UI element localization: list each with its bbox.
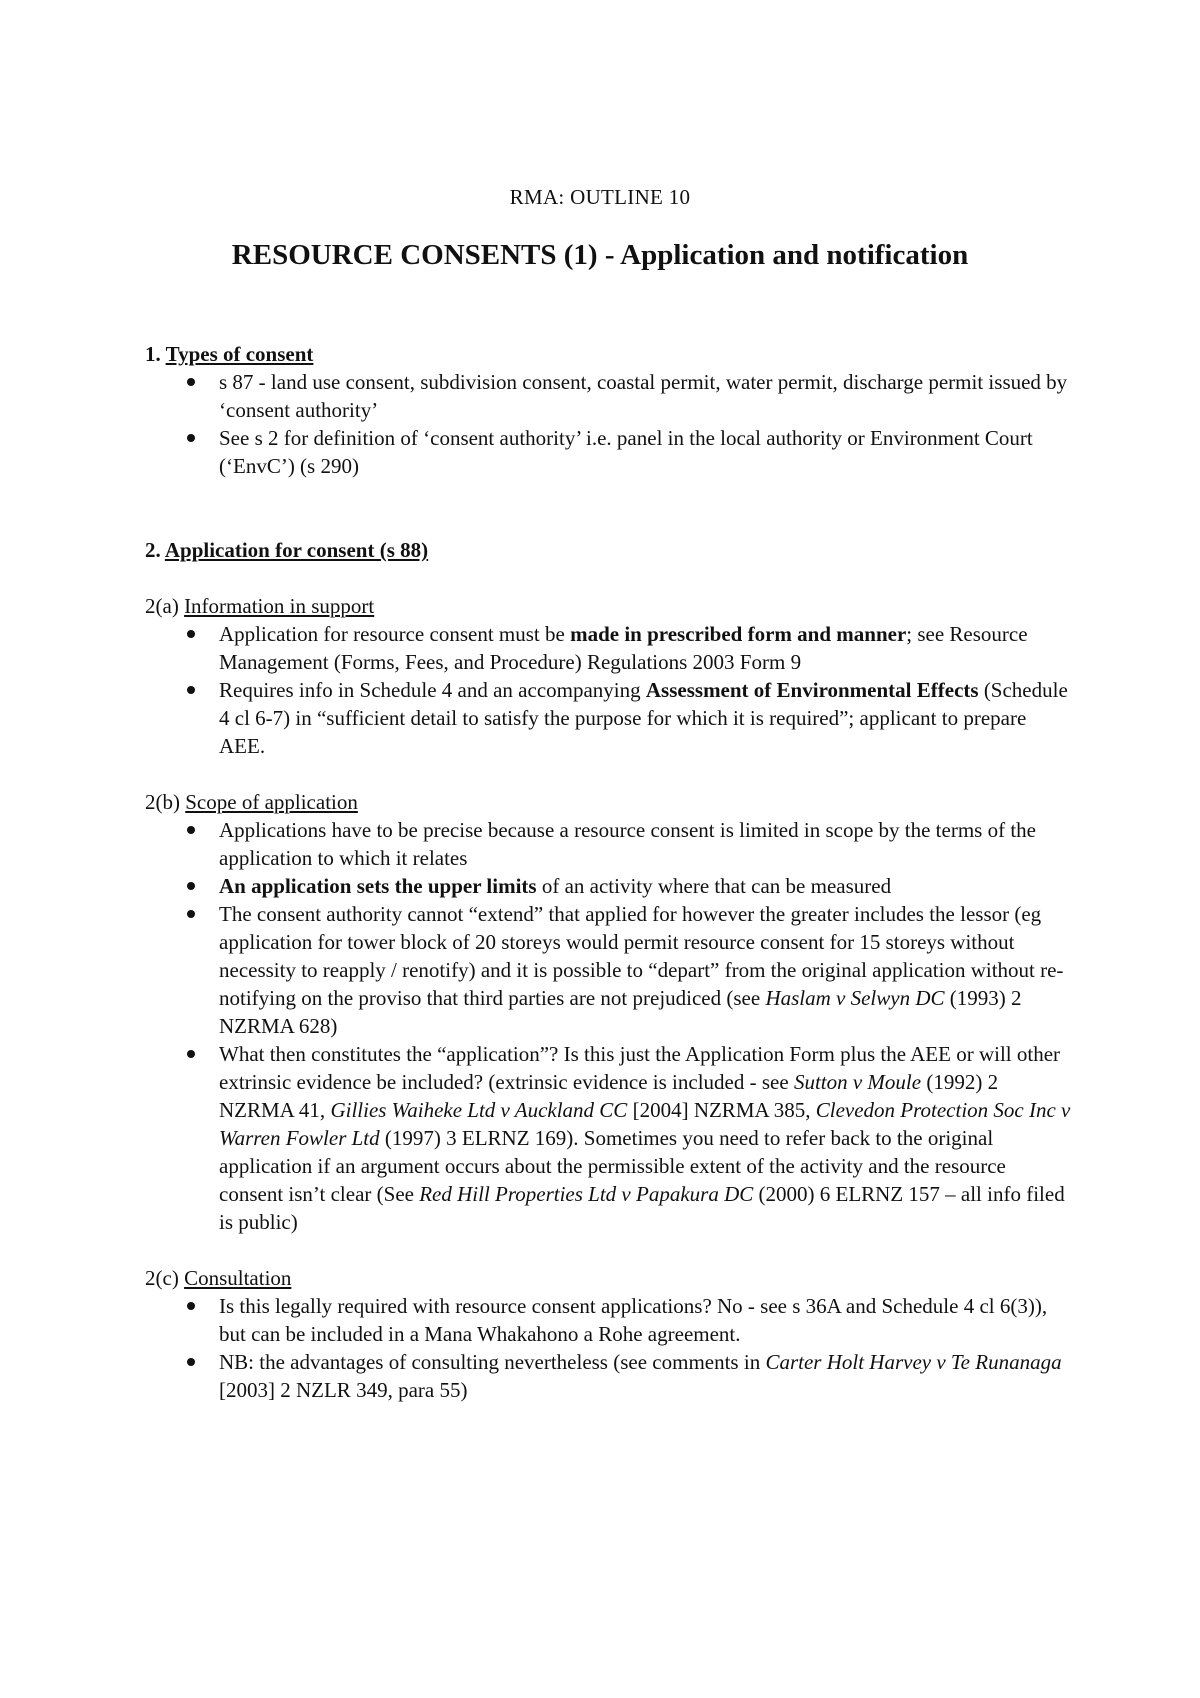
subsection-2a-list [145, 620, 1075, 760]
text-run: (2000) 6 ELRNZ 157 – all info filed is public) [219, 1182, 1065, 1234]
section-1-heading [145, 340, 1075, 368]
case-citation: Sutton v Moule [793, 1070, 922, 1094]
subsection-2c-title: Consultation [184, 1266, 292, 1290]
section-1-list [145, 368, 1075, 480]
text-run: (1993) 2 NZRMA 628) [219, 986, 1022, 1038]
subsection-2c-list [145, 1292, 1075, 1404]
text-run: (1997) 3 ELRNZ 169). Sometimes you need to refer back to the original application if an argument occurs about the permissible extent of the activity and the resource consent isn’t clear (See [219, 1126, 1006, 1206]
spacer [145, 564, 1075, 592]
list-item [219, 872, 1075, 900]
subsection-2a-title: Information in support [184, 594, 375, 618]
spacer [145, 1236, 1075, 1264]
list-item [219, 1348, 1075, 1404]
subsection-2b-label: 2(b) [145, 790, 180, 814]
spacer [145, 480, 1075, 536]
subsection-2b-title: Scope of application [185, 790, 358, 814]
subsection-2b-heading [145, 788, 1075, 816]
list-item [219, 900, 1075, 1040]
text-run: Application for resource consent must be [219, 622, 571, 646]
subsection-2a-label: 2(a) [145, 594, 179, 618]
text-run: of an activity where that can be measured [536, 874, 892, 898]
section-1-number: 1. [145, 342, 161, 366]
text-run: [2004] NZRMA 385, [627, 1098, 816, 1122]
bold-text: An application sets the upper limits [219, 874, 537, 898]
section-1-title: Types of consent [165, 342, 314, 366]
list-item: See s 2 for definition of ‘consent authority’ i.e. panel in the local authority or Environment Court (‘EnvC’) (s 290) [219, 424, 1075, 480]
list-item: Is this legally required with resource consent applications? No - see s 36A and Schedule 4 cl 6(3)), but can be included in a Mana Whakahono a Rohe agreement. [219, 1292, 1075, 1348]
list-item: s 87 - land use consent, subdivision consent, coastal permit, water permit, discharge permit issued by ‘consent authority’ [219, 368, 1075, 424]
subsection-2a-heading [145, 592, 1075, 620]
section-2-number: 2. [145, 538, 161, 562]
case-citation: Carter Holt Harvey v Te Runanaga [765, 1350, 1062, 1374]
list-item: Applications have to be precise because a resource consent is limited in scope by the terms of the application to which it relates [219, 816, 1075, 872]
subsection-2c-heading [145, 1264, 1075, 1292]
case-citation: Haslam v Selwyn DC [765, 986, 945, 1010]
text-run: Requires info in Schedule 4 and an accompanying [219, 678, 646, 702]
case-citation: Gillies Waiheke Ltd v Auckland CC [330, 1098, 628, 1122]
subsection-2b-list [145, 816, 1075, 1236]
text-run: The consent authority cannot “extend” that applied for however the greater includes the lessor (eg application for tower block of 20 storeys would permit resource consent for 15 storeys without necessity to reapply / renotify) and it is possible to “depart” from the original application without re-notifying on the proviso that third parties are not prejudiced (see [219, 902, 1064, 1010]
subsection-2c-label: 2(c) [145, 1266, 179, 1290]
list-item [219, 676, 1075, 760]
list-item [219, 1040, 1075, 1236]
list-item [219, 620, 1075, 676]
document-body [145, 340, 1075, 1404]
spacer [145, 760, 1075, 788]
text-run: NB: the advantages of consulting nevertheless (see comments in [219, 1350, 766, 1374]
document-title: RESOURCE CONSENTS (1) - Application and notification [231, 239, 969, 271]
case-citation: Clevedon Protection Soc Inc v Warren Fowler Ltd [219, 1098, 1071, 1150]
text-run: (Schedule 4 cl 6-7) in “sufficient detail to satisfy the purpose for which it is required”; applicant to prepare AEE. [219, 678, 1068, 758]
case-citation: Red Hill Properties Ltd v Papakura DC [419, 1182, 754, 1206]
text-run: ; see Resource Management (Forms, Fees, and Procedure) Regulations 2003 Form 9 [219, 622, 1028, 674]
bold-text: Assessment of Environmental Effects [645, 678, 979, 702]
section-2-title: Application for consent (s 88) [164, 538, 429, 562]
section-2-heading [145, 536, 1075, 564]
text-run: What then constitutes the “application”? Is this just the Application Form plus the AEE or will other extrinsic evidence be included? (extrinsic evidence is included - see [219, 1042, 1061, 1094]
text-run: (1992) 2 NZRMA 41, [219, 1070, 999, 1122]
text-run: [2003] 2 NZLR 349, para 55) [219, 1378, 468, 1402]
bold-text: made in prescribed form and manner [570, 622, 907, 646]
outline-label: RMA: OUTLINE 10 [509, 185, 691, 209]
